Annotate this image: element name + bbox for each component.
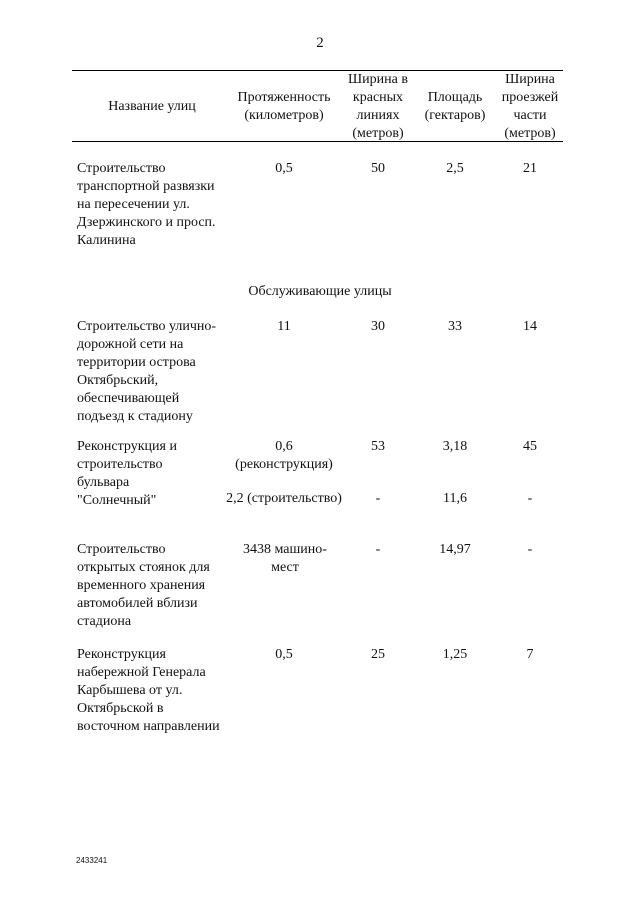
table-row-length: 0,6 (реконструкция): [235, 439, 333, 472]
table-header-rule: [72, 141, 563, 142]
table-row-length: 0,5: [275, 647, 293, 662]
table-row-width-red: -: [375, 542, 381, 557]
table-row-area-second: 11,6: [443, 491, 467, 506]
header-width-road: Ширина проезжей части (метров): [501, 72, 559, 141]
header-length: Протяженность (километров): [237, 90, 331, 123]
table-row-width-red: 50: [371, 161, 385, 176]
table-row-width-red: 25: [371, 647, 385, 662]
table-row-length: 11: [277, 319, 291, 334]
table-row-width-road: 7: [526, 647, 534, 662]
page-number: 2: [316, 35, 324, 51]
table-row-width-road: -: [527, 542, 533, 557]
table-row-name: Строительство транспортной развязки на пересечении ул. Дзержинского и просп. Калинина: [77, 161, 216, 248]
header-area: Площадь (гектаров): [424, 90, 486, 123]
table-top-rule: [72, 70, 563, 71]
table-row-length: 0,5: [275, 161, 293, 176]
table-row-area: 2,5: [446, 161, 464, 176]
table-row-width-red: 53: [371, 439, 385, 454]
table-row-width-red: 30: [371, 319, 385, 334]
table-row-name: Строительство открытых стоянок для временного хранения автомобилей вблизи стадиона: [77, 542, 210, 629]
table-row-width-road-second: -: [527, 491, 533, 506]
table-row-name: Реконструкция набережной Генерала Карбышева от ул. Октябрьской в восточном направлении: [77, 647, 220, 734]
table-row-width-red-second: -: [375, 491, 381, 506]
table-row-length-second: 2,2 (строительство): [226, 491, 342, 506]
header-name: Название улиц: [108, 99, 196, 114]
table-row-area: 3,18: [442, 439, 468, 454]
table-row-name: Строительство улично-дорожной сети на территории острова Октябрьский, обеспечивающей подъезд к стадиону: [77, 319, 217, 424]
header-width-red: Ширина в красных линиях (метров): [348, 72, 408, 141]
section-title: Обслуживающие улицы: [248, 284, 392, 299]
table-row-length: 3438 машино-мест: [243, 542, 327, 575]
table-row-width-road: 45: [523, 439, 537, 454]
table-row-width-road: 14: [523, 319, 537, 334]
footer-code: 2433241: [76, 856, 108, 865]
table-row-area: 33: [448, 319, 462, 334]
table-row-area: 14,97: [439, 542, 471, 557]
table-row-name: Реконструкция и строительство бульвара "Солнечный": [77, 439, 177, 508]
table-row-area: 1,25: [442, 647, 468, 662]
table-row-width-road: 21: [523, 161, 537, 176]
